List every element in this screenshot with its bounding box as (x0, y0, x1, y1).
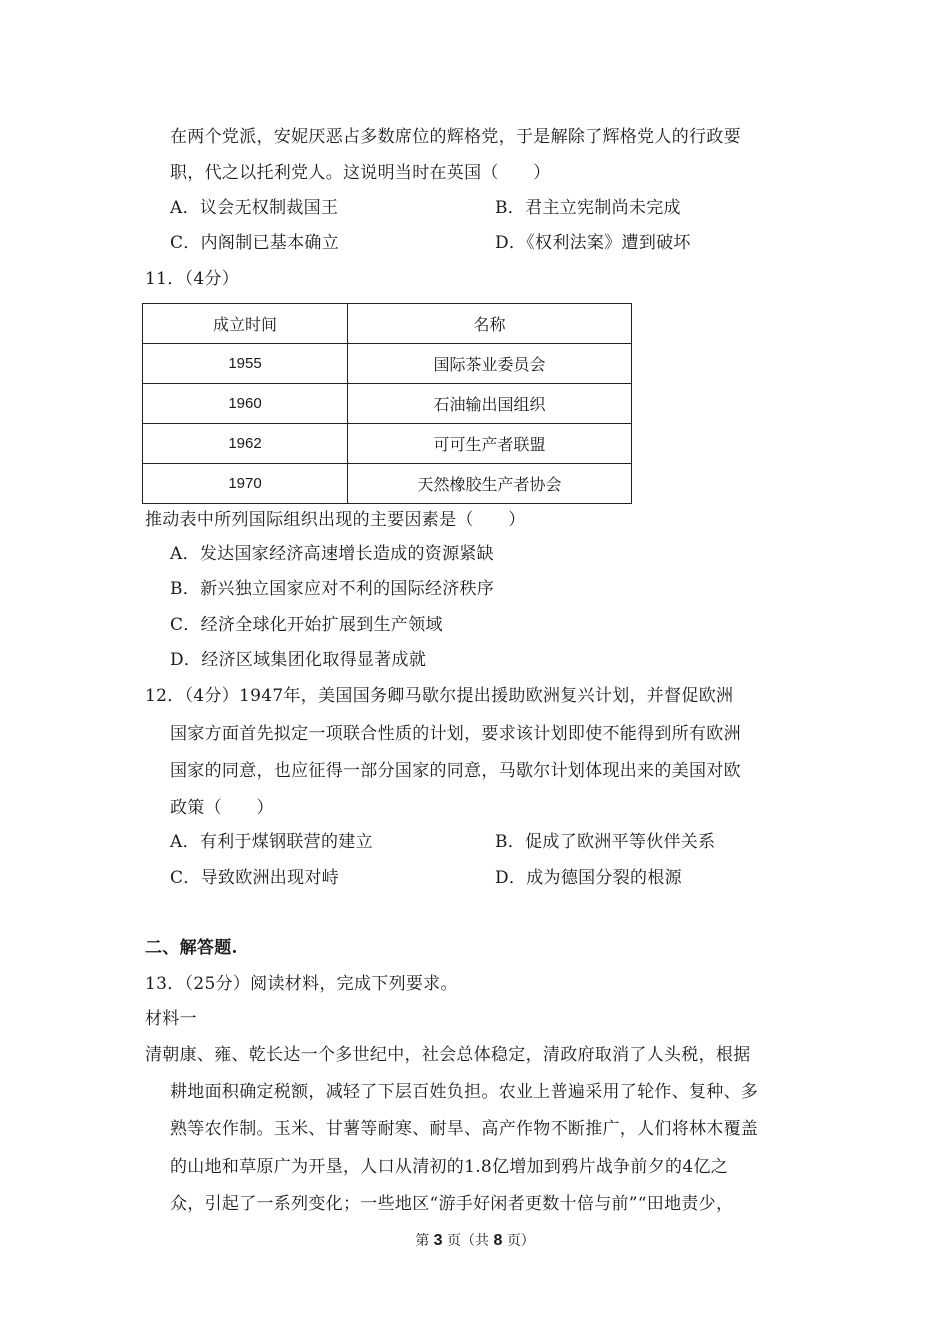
q10-stem-line-1: 在两个党派，安妮厌恶占多数席位的辉格党，于是解除了辉格党人的行政要 (170, 127, 741, 147)
material-line-5: 众，引起了一系列变化；一些地区“游手好闲者更数十倍与前”“田地责少， (170, 1194, 734, 1214)
cell-name: 可可生产者联盟 (348, 424, 632, 464)
q12-stem-line-3: 国家的同意，也应征得一部分国家的同意，马歇尔计划体现出来的美国对欧 (170, 761, 741, 781)
q10-option-b: B．君主立宪制尚未完成 (495, 198, 681, 218)
q12-option-a: A．有利于煤钢联营的建立 (170, 832, 373, 852)
table-row (143, 384, 632, 424)
cell-name: 国际茶业委员会 (348, 344, 632, 384)
q10-option-a: A．议会无权制裁国王 (170, 198, 339, 218)
q10-stem-line-2: 职，代之以托利党人。这说明当时在英国（ ） (170, 163, 551, 183)
section-title: 二、解答题. (145, 938, 238, 958)
column-header-founded: 成立时间 (143, 304, 348, 344)
q11-stem: 推动表中所列国际组织出现的主要因素是（ ） (145, 510, 526, 530)
cell-name: 天然橡胶生产者协会 (348, 464, 632, 504)
footer-middle: 页（共 (447, 1233, 489, 1249)
footer-page-number: 3 (433, 1232, 443, 1249)
footer-prefix: 第 (415, 1233, 430, 1249)
cell-year: 1960 (143, 384, 348, 424)
cell-year: 1955 (143, 344, 348, 384)
footer-total-pages: 8 (493, 1232, 503, 1249)
q11-option-c: C．经济全球化开始扩展到生产领域 (170, 615, 443, 635)
footer-suffix: 页） (506, 1233, 535, 1249)
material-line-1: 清朝康、雍、乾长达一个多世纪中，社会总体稳定，清政府取消了人头税，根据 (145, 1045, 751, 1065)
cell-year: 1962 (143, 424, 348, 464)
page-footer (0, 1231, 950, 1251)
q11-option-b: B．新兴独立国家应对不利的国际经济秩序 (170, 579, 495, 599)
table-row (143, 344, 632, 384)
column-header-name: 名称 (348, 304, 632, 344)
q12-option-b: B．促成了欧洲平等伙伴关系 (495, 832, 716, 852)
q11-option-a: A．发达国家经济高速增长造成的资源紧缺 (170, 544, 494, 564)
q10-option-c: C．内阁制已基本确立 (170, 233, 340, 253)
q11-option-d: D．经济区域集团化取得显著成就 (170, 650, 427, 670)
table-row (143, 464, 632, 504)
q11-header: 11．（4分） (145, 269, 240, 289)
table-row (143, 424, 632, 464)
q12-stem-line-1: 12．（4分）1947年，美国国务卿马歇尔提出援助欧洲复兴计划，并督促欧洲 (145, 686, 734, 706)
material-label: 材料一 (145, 1009, 197, 1029)
cell-year: 1970 (143, 464, 348, 504)
q12-option-d: D．成为德国分裂的根源 (495, 868, 682, 888)
cell-name: 石油输出国组织 (348, 384, 632, 424)
q10-option-d: D．《权利法案》遭到破坏 (495, 233, 691, 253)
material-line-2: 耕地面积确定税额，减轻了下层百姓负担。农业上普遍采用了轮作、复种、多 (170, 1082, 759, 1102)
table-header-row (143, 304, 632, 344)
q12-stem-line-2: 国家方面首先拟定一项联合性质的计划，要求该计划即使不能得到所有欧洲 (170, 724, 741, 744)
material-line-4: 的山地和草原广为开垦，人口从清初的1.8亿增加到鸦片战争前夕的4亿之 (170, 1157, 729, 1177)
q12-stem-line-4: 政策（ ） (170, 798, 274, 818)
organizations-table (142, 303, 632, 504)
q12-option-c: C．导致欧洲出现对峙 (170, 868, 340, 888)
material-line-3: 熟等农作制。玉米、甘薯等耐寒、耐旱、高产作物不断推广，人们将林木覆盖 (170, 1119, 759, 1139)
q13-header: 13．（25分）阅读材料，完成下列要求。 (145, 974, 458, 994)
